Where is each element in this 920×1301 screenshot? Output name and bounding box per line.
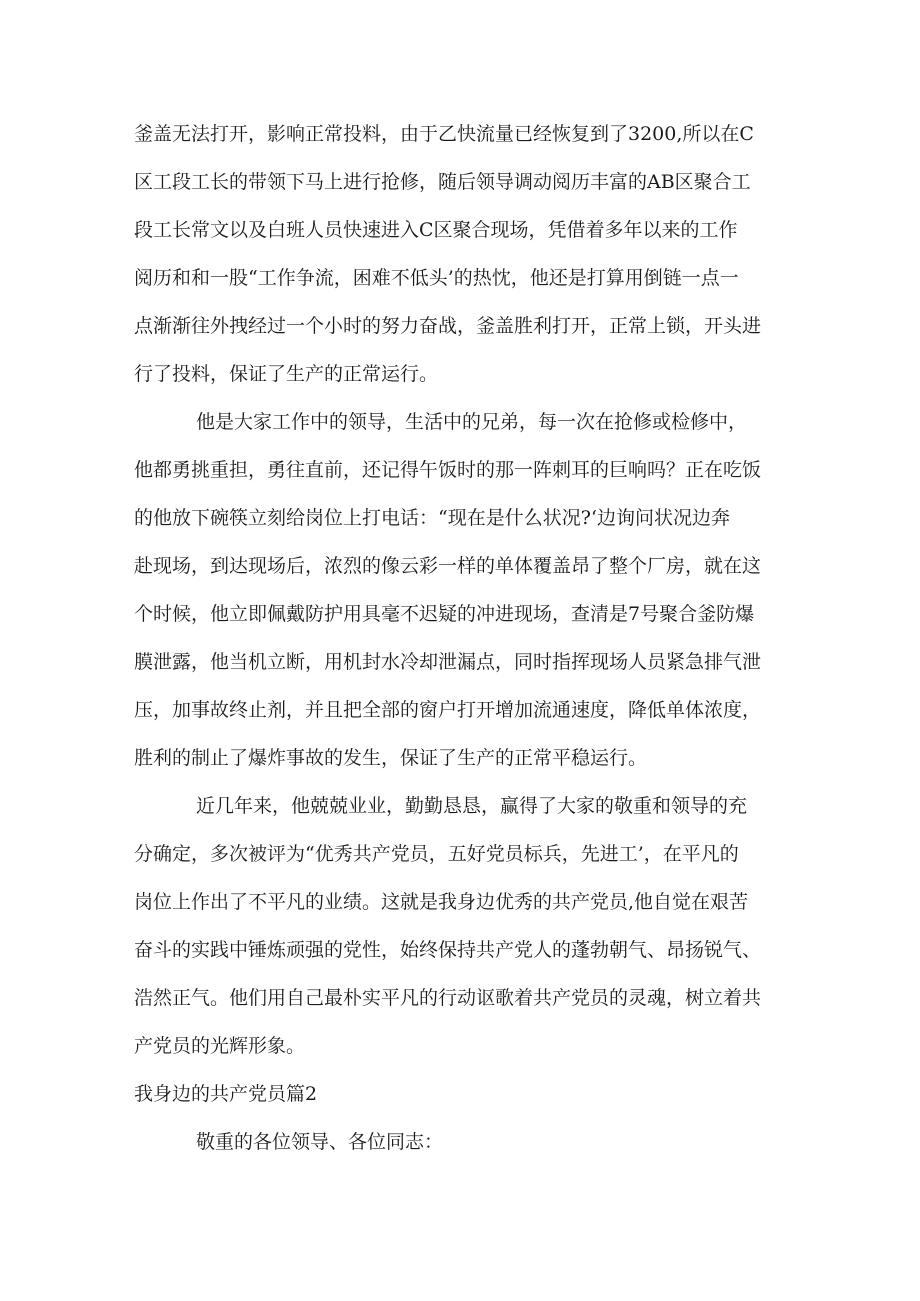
section-heading: 我身边的共产党员篇2 <box>134 1083 318 1105</box>
paragraph-3-line-1: 近几年来，他兢兢业业，勤勤恳恳，赢得了大家的敬重和领导的充 <box>196 795 748 817</box>
paragraph-1-line-1: 釜盖无法打开，影响正常投料，由于乙快流量已经恢复到了3200,所以在C <box>134 123 754 145</box>
salutation: 敬重的各位领导、各位同志： <box>196 1131 444 1153</box>
paragraph-1-line-2: 区工段工长的带领下马上进行抢修，随后领导调动阅历丰富的AB区聚合工 <box>134 171 751 193</box>
paragraph-1-line-3: 段工长常文以及白班人员快速进入C区聚合现场，凭借着多年以来的工作 <box>134 219 738 241</box>
paragraph-3-line-6: 产党员的光辉形象。 <box>134 1035 306 1057</box>
paragraph-2-line-7: 压，加事故终止剂，并且把全部的窗户打开增加流通速度，降低单体浓度， <box>134 699 762 721</box>
paragraph-1-line-5: 点渐渐往外拽经过一个小时的努力奋战，釜盖胜利打开，正常上锁，开头进 <box>134 315 762 337</box>
paragraph-2-line-6: 膜泄露，他当机立断，用机封水冷却泄漏点，同时指挥现场人员紧急排气泄 <box>134 651 762 673</box>
paragraph-2-line-2: 他都勇挑重担，勇往直前，还记得午饭时的那一阵刺耳的巨响吗？正在吃饭 <box>134 459 762 481</box>
paragraph-2-line-3: 的他放下碗筷立刻给岗位上打电话：“现在是什么状况?‘边询问状况边奔 <box>134 507 730 529</box>
paragraph-2-line-5: 个时候，他立即佩戴防护用具毫不迟疑的冲进现场，查清是7号聚合釜防爆 <box>134 603 755 625</box>
paragraph-2-line-1: 他是大家工作中的领导，生活中的兄弟，每一次在抢修或检修中， <box>196 411 748 433</box>
paragraph-3-line-2: 分确定，多次被评为“优秀共产党员，五好党员标兵，先进工’，在平凡的 <box>134 843 739 865</box>
paragraph-1-line-6: 行了投料，保证了生产的正常运行。 <box>134 363 439 385</box>
paragraph-2-line-8: 胜利的制止了爆炸事故的发生，保证了生产的正常平稳运行。 <box>134 747 648 769</box>
paragraph-3-line-5: 浩然正气。他们用自己最朴实平凡的行动讴歌着共产党员的灵魂，树立着共 <box>134 987 762 1009</box>
paragraph-3-line-4: 奋斗的实践中锤炼顽强的党性，始终保持共产党人的蓬勃朝气、昂扬锐气、 <box>134 939 762 961</box>
paragraph-3-line-3: 岗位上作出了不平凡的业绩。这就是我身边优秀的共产党员,他自觉在艰苦 <box>134 891 749 913</box>
paragraph-1-line-4: 阅历和和一股“工作争流，困难不低头’的热忱，他还是打算用倒链一点一 <box>134 267 739 289</box>
paragraph-2-line-4: 赴现场，到达现场后，浓烈的像云彩一样的单体覆盖昂了整个厂房，就在这 <box>134 555 762 577</box>
